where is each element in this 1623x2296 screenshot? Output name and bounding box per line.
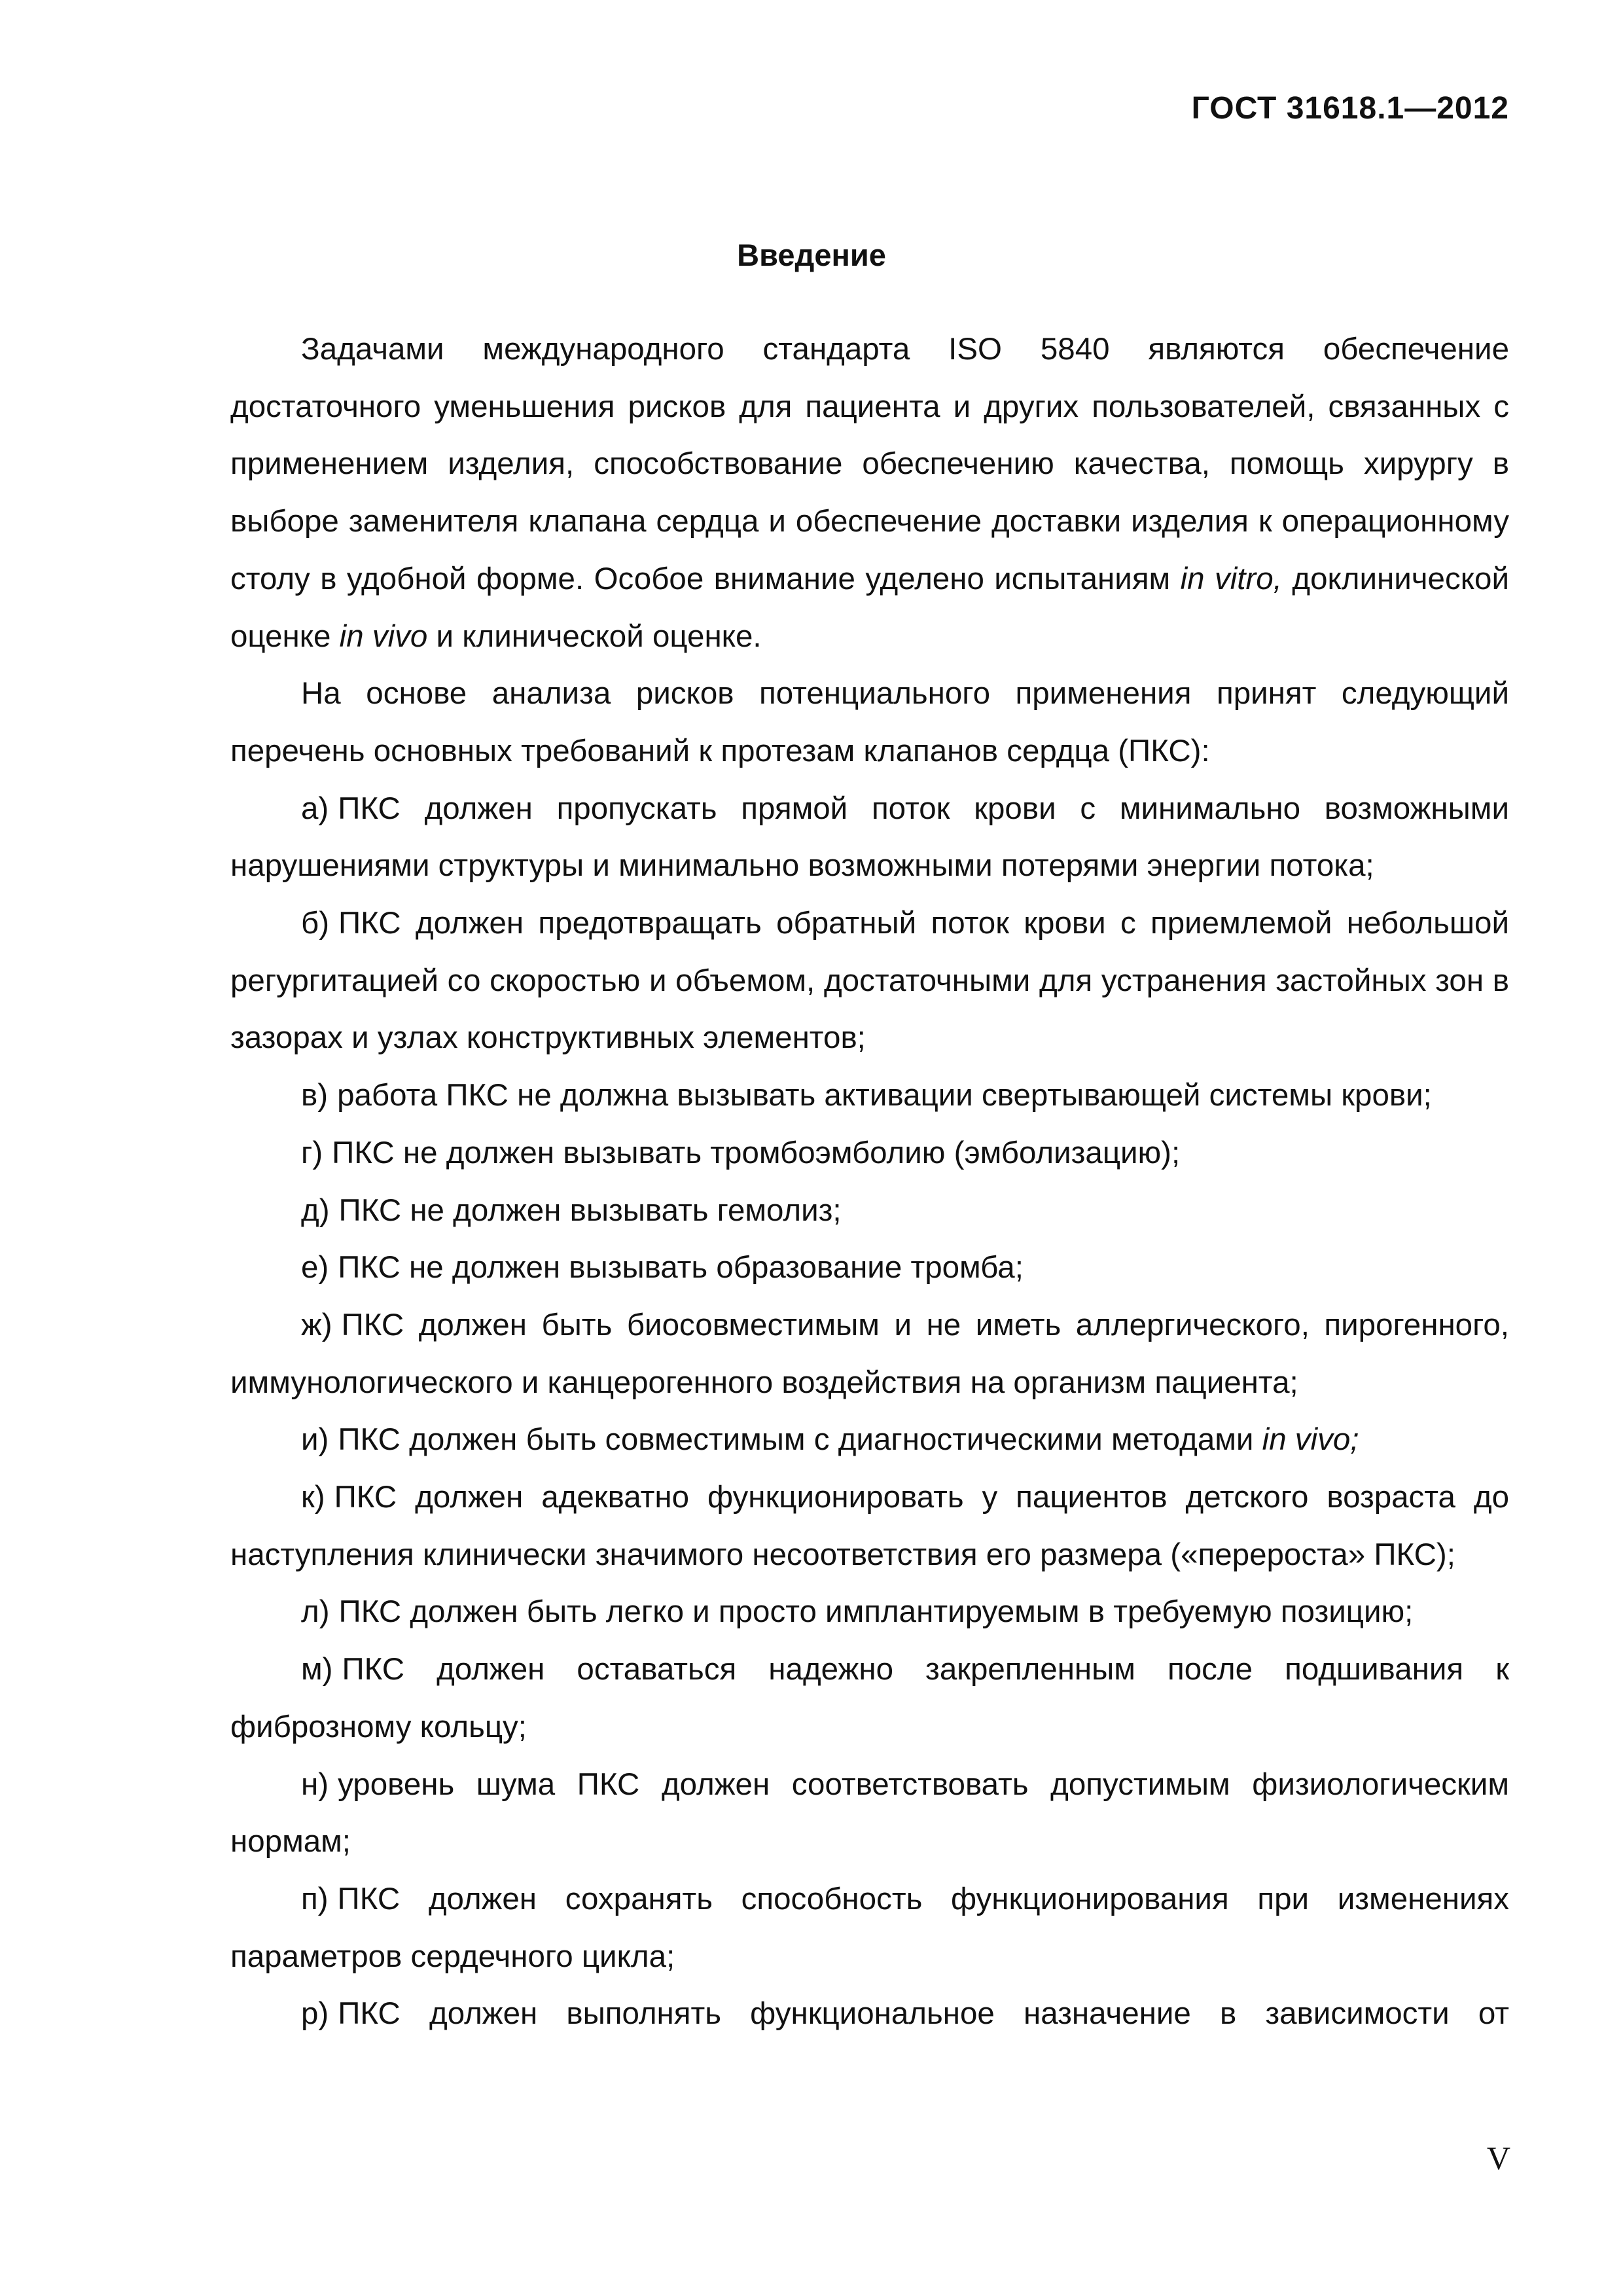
requirement-item <box>230 1985 1509 2043</box>
item-text: ПКС должен пропускать прямой поток крови с минимально возможными нарушениями структуры и минимально возможными потерями энергии потока; <box>230 791 1509 884</box>
item-letter: л) <box>301 1594 330 1630</box>
requirement-item <box>230 1124 1509 1182</box>
item-text: ПКС должен оставаться надежно закрепленным после подшивания к фиброзному кольцу; <box>230 1652 1509 1744</box>
item-letter: е) <box>301 1250 329 1285</box>
item-text: ПКС должен быть совместимым с диагностическими методами <box>338 1422 1262 1458</box>
requirement-item <box>230 1583 1509 1641</box>
requirement-item <box>230 1239 1509 1297</box>
item-letter: м) <box>301 1652 333 1687</box>
item-italic-term: in vivo; <box>1262 1422 1359 1458</box>
item-letter: в) <box>301 1078 329 1113</box>
item-letter: д) <box>301 1193 330 1228</box>
requirement-item <box>230 1756 1509 1871</box>
intro-paragraph <box>230 321 1509 665</box>
requirement-item <box>230 1182 1509 1240</box>
item-letter: а) <box>301 791 329 826</box>
item-letter: г) <box>301 1135 323 1170</box>
item-text: работа ПКС не должна вызывать активации свертывающей системы крови; <box>337 1078 1432 1113</box>
item-text: ПКС должен быть легко и просто имплантируемым в требуемую позицию; <box>338 1594 1414 1630</box>
item-text: ПКС должен сохранять способность функционирования при изменениях параметров сердечного цикла; <box>230 1881 1509 1974</box>
requirement-item <box>230 1871 1509 1985</box>
item-text: ПКС должен предотвращать обратный поток крови с приемлемой небольшой регургитацией со скоростью и объемом, достаточными для устранения застойных зон в зазорах и узлах конструктивных элементов; <box>230 906 1509 1056</box>
item-text: уровень шума ПКС должен соответствовать допустимым физиологическим нормам; <box>230 1767 1509 1859</box>
item-letter: р) <box>301 1996 329 2032</box>
page-number: V <box>1486 2140 1510 2176</box>
requirement-item <box>230 1469 1509 1583</box>
item-text: ПКС должен выполнять функциональное назначение в зависимости от <box>338 1996 1509 2032</box>
intro-italic-term: in vivo <box>339 619 428 654</box>
item-letter: ж) <box>301 1307 332 1342</box>
item-text: ПКС не должен вызывать образование тромба; <box>338 1250 1024 1285</box>
item-letter: н) <box>301 1767 329 1802</box>
item-text: ПКС должен адекватно функционировать у пациентов детского возраста до наступления клинически значимого несоответствия его размера («перероста» ПКС); <box>230 1480 1509 1572</box>
item-text: ПКС должен быть биосовместимым и не иметь аллергического, пирогенного, иммунологического и канцерогенного воздействия на организм пациента; <box>230 1307 1509 1400</box>
intro-italic-term: in vitro, <box>1180 561 1282 596</box>
item-text: ПКС не должен вызывать гемолиз; <box>338 1193 842 1228</box>
requirement-item <box>230 1067 1509 1124</box>
requirement-item <box>230 1297 1509 1411</box>
item-letter: п) <box>301 1881 329 1916</box>
document-body <box>230 321 1509 2043</box>
intro-text: Задачами международного стандарта ISO 5840 являются обеспечение достаточного уменьшения рисков для пациента и других пользователей, связанных с применением изделия, способствование обеспечению качества, помощь хирургу в выборе заменителя клапана сердца и обеспечение доставки изделия к операционному столу в удобной форме. Особое внимание уделено испытаниям <box>230 332 1509 596</box>
requirement-item <box>230 1641 1509 1755</box>
intro-paragraph: На основе анализа рисков потенциального применения принят следующий перечень основных требований к протезам клапанов сердца (ПКС): <box>230 676 1509 768</box>
item-letter: к) <box>301 1480 325 1515</box>
item-letter: б) <box>301 906 330 941</box>
section-title: Введение <box>737 238 886 272</box>
requirement-item <box>230 1411 1509 1469</box>
item-text: ПКС не должен вызывать тромбоэмболию (эмболизацию); <box>332 1135 1181 1170</box>
requirement-item <box>230 780 1509 895</box>
requirement-item <box>230 895 1509 1067</box>
item-letter: и) <box>301 1422 329 1458</box>
intro-text: и клинической оценке. <box>427 619 762 654</box>
intro-text: доклинической оценке <box>230 561 1509 654</box>
standard-header: ГОСТ 31618.1—2012 <box>1191 91 1509 126</box>
